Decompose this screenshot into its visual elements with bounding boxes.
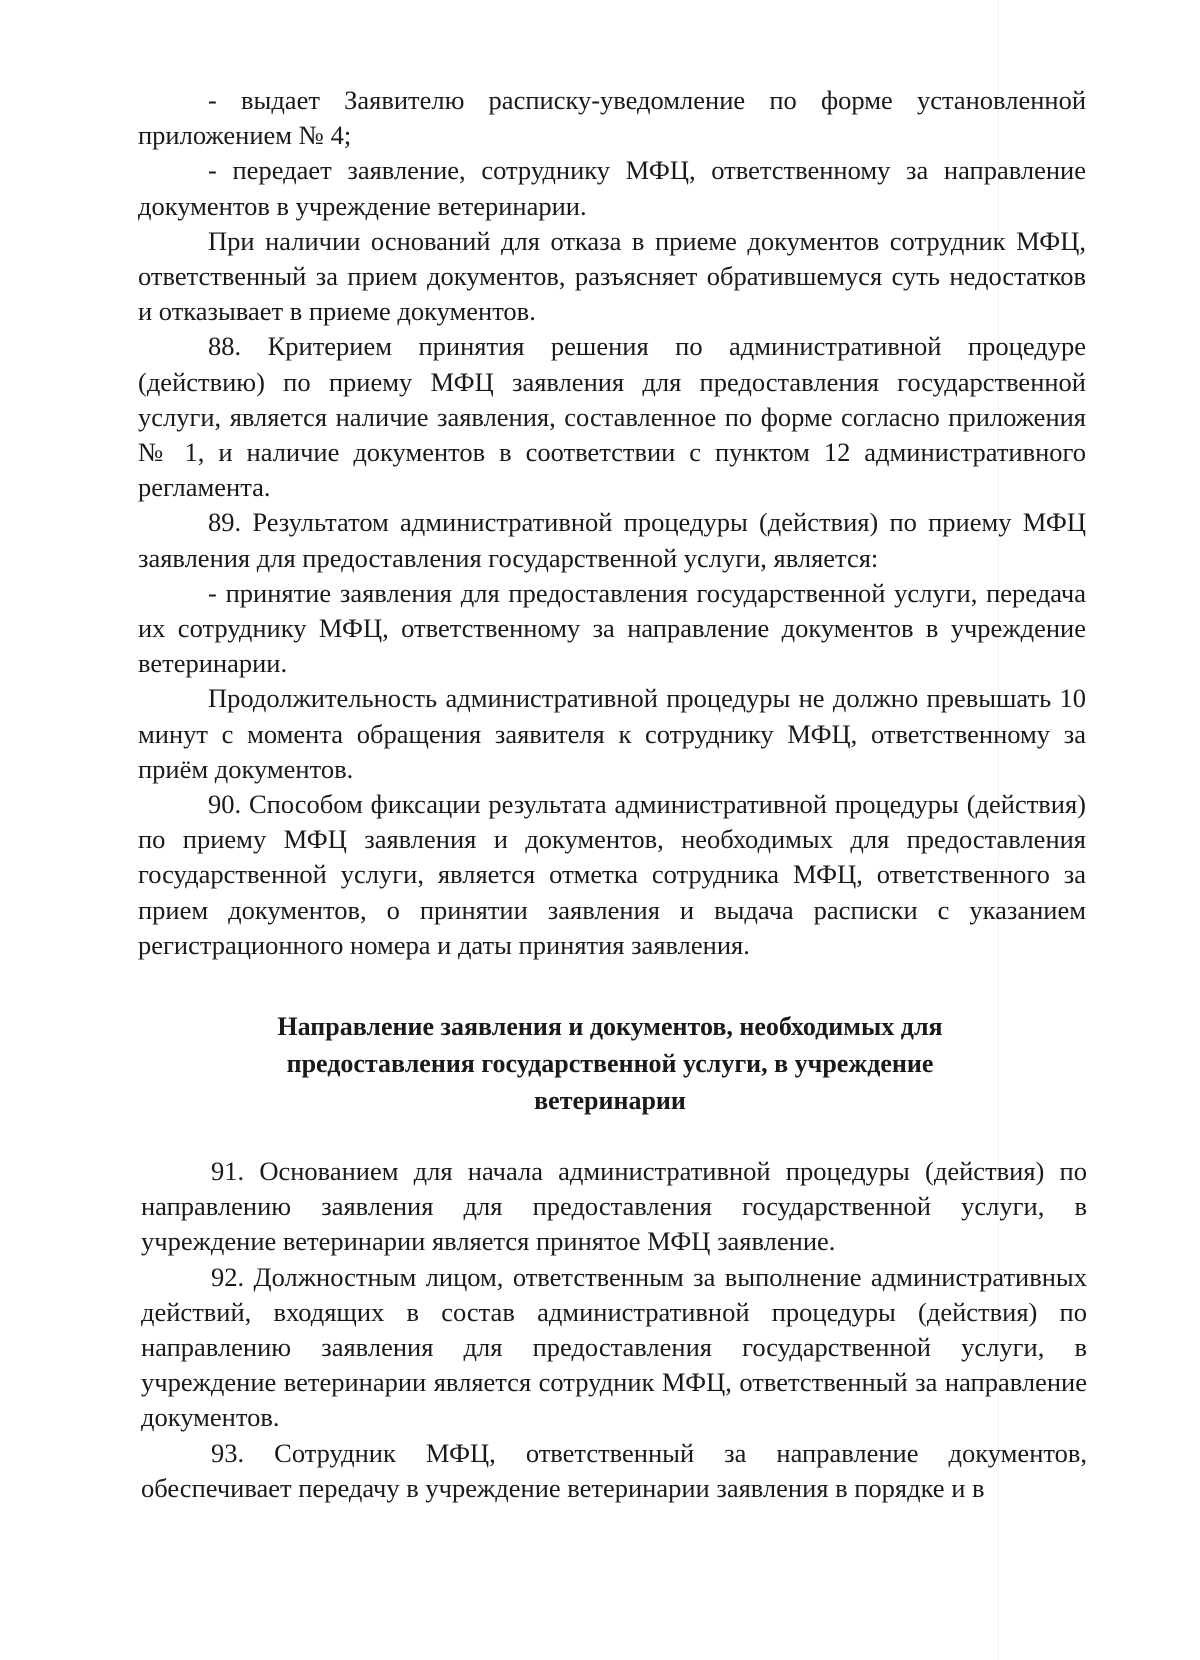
paragraph-90: 90. Способом фиксации результата административной процедуры (действия) по приему МФЦ заявления и документов, необходимых для предоставления государственной услуги, является отметка сотрудника МФЦ, ответственного за прием документов, о принятии заявления и выдача расписки с указанием регистрационного номера и даты принятия заявления. <box>138 789 1086 960</box>
paragraph-refusal-grounds: При наличии оснований для отказа в приеме документов сотрудник МФЦ, ответственный за прием документов, разъясняет обратившемуся суть недостатков и отказывает в приеме документов. <box>138 225 1086 327</box>
paragraph-89: 89. Результатом административной процедуры (действия) по приему МФЦ заявления для предоставления государственной услуги, является: <box>138 507 1086 573</box>
paragraph-92: 92. Должностным лицом, ответственным за выполнение административных действий, входящих в состав административной процедуры (действия) по направлению заявления для предоставления государственной услуги, в учреждение ветеринарии является сотрудник МФЦ, ответственный за направление документов. <box>141 1261 1087 1433</box>
paragraph-receipt-notice: - выдает Заявителю расписку-уведомление по форме установленной приложением № 4; <box>138 85 1086 151</box>
paragraph-93: 93. Сотрудник МФЦ, ответственный за направление документов, обеспечивает передачу в учреждение ветеринарии заявления в порядке и в <box>141 1437 1087 1503</box>
paragraph-88: 88. Критерием принятия решения по административной процедуре (действию) по приему МФЦ заявления для предоставления государственной услуги, является наличие заявления, составленное по форме согласно приложения № 1, и наличие документов в соответствии с пунктом 12 административного регламента. <box>138 331 1086 503</box>
bottom-text-block <box>141 1154 1087 1506</box>
paragraph-duration: Продолжительность административной процедуры не должно превышать 10 минут с момента обращения заявителя к сотруднику МФЦ, ответственному за приём документов. <box>138 683 1086 784</box>
section-heading: Направление заявления и документов, необходимых для предоставления государственной услуги, в учреждение ветеринарии <box>277 1012 943 1115</box>
paragraph-89-item: - принятие заявления для предоставления государственной услуги, передача их сотруднику МФЦ, ответственному за направление документов в учреждение ветеринарии. <box>138 577 1086 679</box>
top-text-block <box>138 83 1086 963</box>
paragraph-transfer-application: - передает заявление, сотруднику МФЦ, ответственному за направление документов в учреждение ветеринарии. <box>138 155 1086 221</box>
paragraph-91: 91. Основанием для начала административной процедуры (действия) по направлению заявления для предоставления государственной услуги, в учреждение ветеринарии является принятое МФЦ заявление. <box>141 1156 1087 1257</box>
